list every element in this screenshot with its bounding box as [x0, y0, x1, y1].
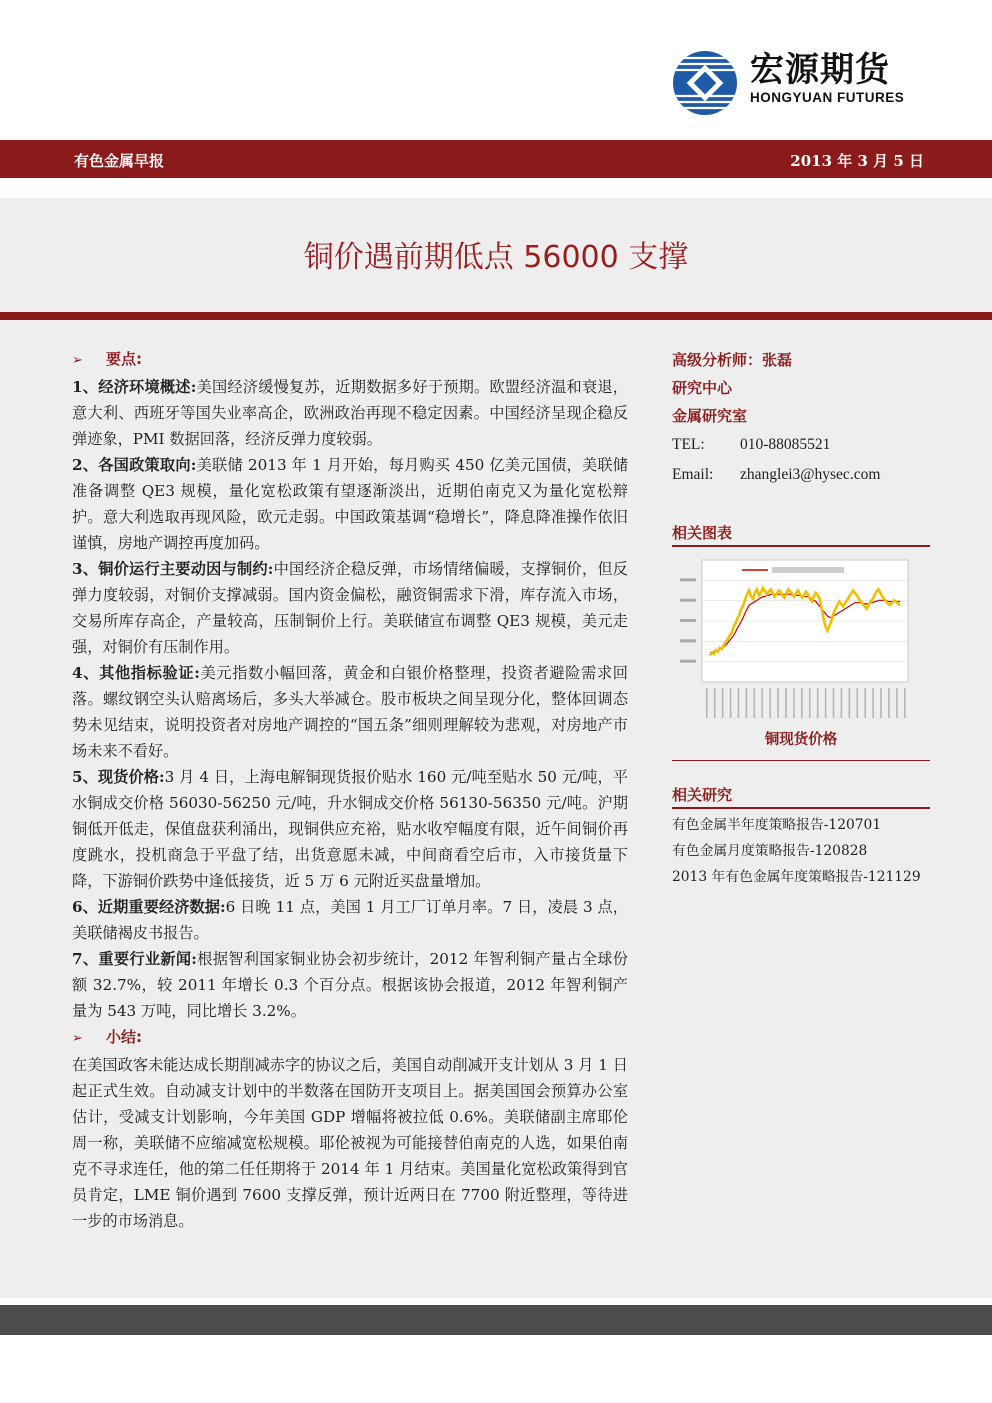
point-label: 1、经济环境概述: — [72, 378, 197, 396]
research-heading: 相关研究 — [672, 784, 930, 809]
point-label: 2、各国政策取向: — [72, 456, 197, 474]
analyst-name: 高级分析师：张磊 — [672, 351, 793, 369]
chart-svg — [672, 552, 930, 724]
arrow-icon: ➢ — [72, 1031, 83, 1046]
x-tick-label — [801, 688, 803, 718]
company-logo-icon — [672, 50, 738, 116]
point-label: 7、重要行业新闻: — [72, 950, 197, 968]
point-text: 中国经济企稳反弹，市场情绪偏暖，支撑铜价，但反弹力度较弱，对铜价支撑减弱。国内资金偏松，融资铜需求下滑，库存流入市场，交易所库存高企，产量较高，压制铜价上行。美联储宣布调整 QE3 规模，美元走强，对铜价有压制作用。 — [72, 560, 628, 656]
x-tick-label — [754, 688, 756, 718]
x-tick-label — [841, 688, 843, 718]
x-tick-label — [722, 688, 724, 718]
title-divider — [0, 312, 992, 320]
x-tick-label — [714, 688, 716, 718]
point-7 — [72, 946, 628, 1024]
company-logo — [672, 48, 922, 118]
point-4 — [72, 660, 628, 764]
x-tick-label — [817, 688, 819, 718]
x-tick-label — [849, 688, 851, 718]
point-text: 美联储 2013 年 1 月开始，每月购买 450 亿美元国债，美联储准备调整 QE3 规模，量化宽松政策有望逐渐淡出，近期伯南克又为量化宽松辩护。意大利选取再现风险，欧元走弱。中国政策基调“稳增长”，降息降准操作依旧谨慎，房地产调控再度加码。 — [72, 456, 628, 552]
y-tick-label — [680, 578, 696, 581]
contact-email[interactable] — [672, 460, 934, 490]
x-tick-label — [738, 688, 740, 718]
x-tick-label — [785, 688, 787, 718]
x-tick-label — [888, 688, 890, 718]
related-research-list — [672, 812, 921, 890]
y-tick-label — [680, 639, 696, 642]
point-3 — [72, 556, 628, 660]
point-label: 6、近期重要经济数据: — [72, 898, 226, 916]
point-label: 3、铜价运行主要动因与制约: — [72, 560, 274, 578]
x-tick-label — [769, 688, 771, 718]
copper-price-chart — [672, 552, 930, 724]
contact-tel — [672, 430, 934, 460]
main-column — [72, 346, 628, 1234]
x-tick-label — [864, 688, 866, 718]
point-5 — [72, 764, 628, 894]
point-text: 3 月 4 日，上海电解铜现货报价贴水 160 元/吨至贴水 50 元/吨，平水铜成交价格 56030-56250 元/吨，升水铜成交价格 56130-56350 元/吨。沪期铜低开低走，保值盘获利涌出，现铜供应充裕，贴水收窄幅度有限，近午间铜价再度跳水，投机商急于平盘了结，出货意愿未减，中间商看空后市，入市接货量下降，下游铜价跌势中逢低接货，近 5 万 6 元附近买盘量增加。 — [72, 768, 628, 890]
chart-caption: 铜现货价格 — [764, 732, 838, 748]
x-tick-label — [706, 688, 708, 718]
point-1 — [72, 374, 628, 452]
report-date: 2013 年 3 月 5 日 — [790, 152, 924, 170]
point-label: 5、现货价格: — [72, 768, 165, 786]
research-item[interactable]: 2013 年有色金属年度策略报告-121129 — [672, 869, 921, 885]
x-tick-label — [809, 688, 811, 718]
arrow-icon: ➢ — [72, 353, 83, 368]
point-text: 6 日晚 11 点，美国 1 月工厂订单月率。7 日，凌晨 3 点，美联储褐皮书报告。 — [72, 898, 628, 942]
research-item[interactable]: 有色金属月度策略报告-120828 — [672, 843, 868, 859]
chart-heading: 相关图表 — [672, 522, 930, 547]
research-dept: 金属研究室 — [672, 407, 748, 425]
sidebar — [672, 346, 934, 490]
header-banner — [0, 140, 992, 178]
chart-y-ticks — [680, 578, 696, 662]
y-tick-label — [680, 660, 696, 663]
point-text: 美元指数小幅回落，黄金和白银价格整理，投资者避险需求回落。螺纹钢空头认赔离场后，多头大举减仓。股市板块之间呈现分化，整体回调态势未见结束，说明投资者对房地产调控的“国五条”细则理解较为悲观，对房地产市场未来不看好。 — [72, 664, 628, 760]
footer-bar — [0, 1305, 992, 1335]
x-tick-label — [761, 688, 763, 718]
tel-value: 010-88085521 — [740, 436, 831, 453]
y-tick-label — [680, 619, 696, 622]
report-type: 有色金属早报 — [74, 152, 165, 170]
summary-heading: ➢ 小结: — [72, 1024, 628, 1052]
point-text: 美国经济缓慢复苏，近期数据多好于预期。欧盟经济温和衰退，意大利、西班牙等国失业率高企，欧洲政治再现不稳定因素。中国经济呈现企稳反弹迹象，PMI 数据回落，经济反弹力度较弱。 — [72, 378, 628, 448]
tel-label: TEL: — [672, 436, 705, 453]
page-title: 铜价遇前期低点 56000 支撑 — [303, 240, 689, 275]
x-tick-label — [746, 688, 748, 718]
key-points-heading: ➢ 要点: — [72, 346, 628, 374]
legend-text-placeholder — [772, 567, 844, 573]
x-tick-label — [833, 688, 835, 718]
research-item[interactable]: 有色金属半年度策略报告-120701 — [672, 817, 882, 833]
x-tick-label — [880, 688, 882, 718]
chart-separator — [672, 760, 930, 761]
x-tick-label — [904, 688, 906, 718]
x-tick-label — [872, 688, 874, 718]
email-label: Email: — [672, 466, 714, 483]
x-tick-label — [896, 688, 898, 718]
point-label: 4、其他指标验证: — [72, 664, 200, 682]
y-tick-label — [680, 599, 696, 602]
x-tick-label — [730, 688, 732, 718]
x-tick-label — [777, 688, 779, 718]
point-6 — [72, 894, 628, 946]
email-value: zhanglei3@hysec.com — [740, 466, 881, 483]
logo-en-text: HONGYUAN FUTURES — [750, 90, 905, 105]
research-center: 研究中心 — [672, 379, 733, 397]
x-tick-label — [825, 688, 827, 718]
point-2 — [72, 452, 628, 556]
logo-cn-text: 宏源期货 — [750, 50, 890, 90]
x-tick-label — [856, 688, 858, 718]
chart-x-ticks — [706, 688, 906, 718]
x-tick-label — [793, 688, 795, 718]
summary-text: 在美国政客未能达成长期削减赤字的协议之后，美国自动削减开支计划从 3 月 1 日起正式生效。自动减支计划中的半数落在国防开支项目上。据美国国会预算办公室估计，受减支计划影响，今年美国 GDP 增幅将被拉低 0.6%。美联储副主席耶伦周一称，美联储不应缩减宽松规模。耶伦被视为可能接替伯南克的人选，如果伯南克不寻求连任，他的第二任任期将于 2014 年 1 月结束。美国量化宽松政策得到官员肯定，LME 铜价遇到 7600 支撑反弹，预计近两日在 7700 附近整理，等待进一步的市场消息。 — [72, 1056, 628, 1230]
point-text: 根据智利国家铜业协会初步统计，2012 年智利铜产量占全球份额 32.7%，较 2011 年增长 0.3 个百分点。根据该协会报道，2012 年智利铜产量为 543 万吨，同比增长 3.2%。 — [72, 950, 628, 1020]
